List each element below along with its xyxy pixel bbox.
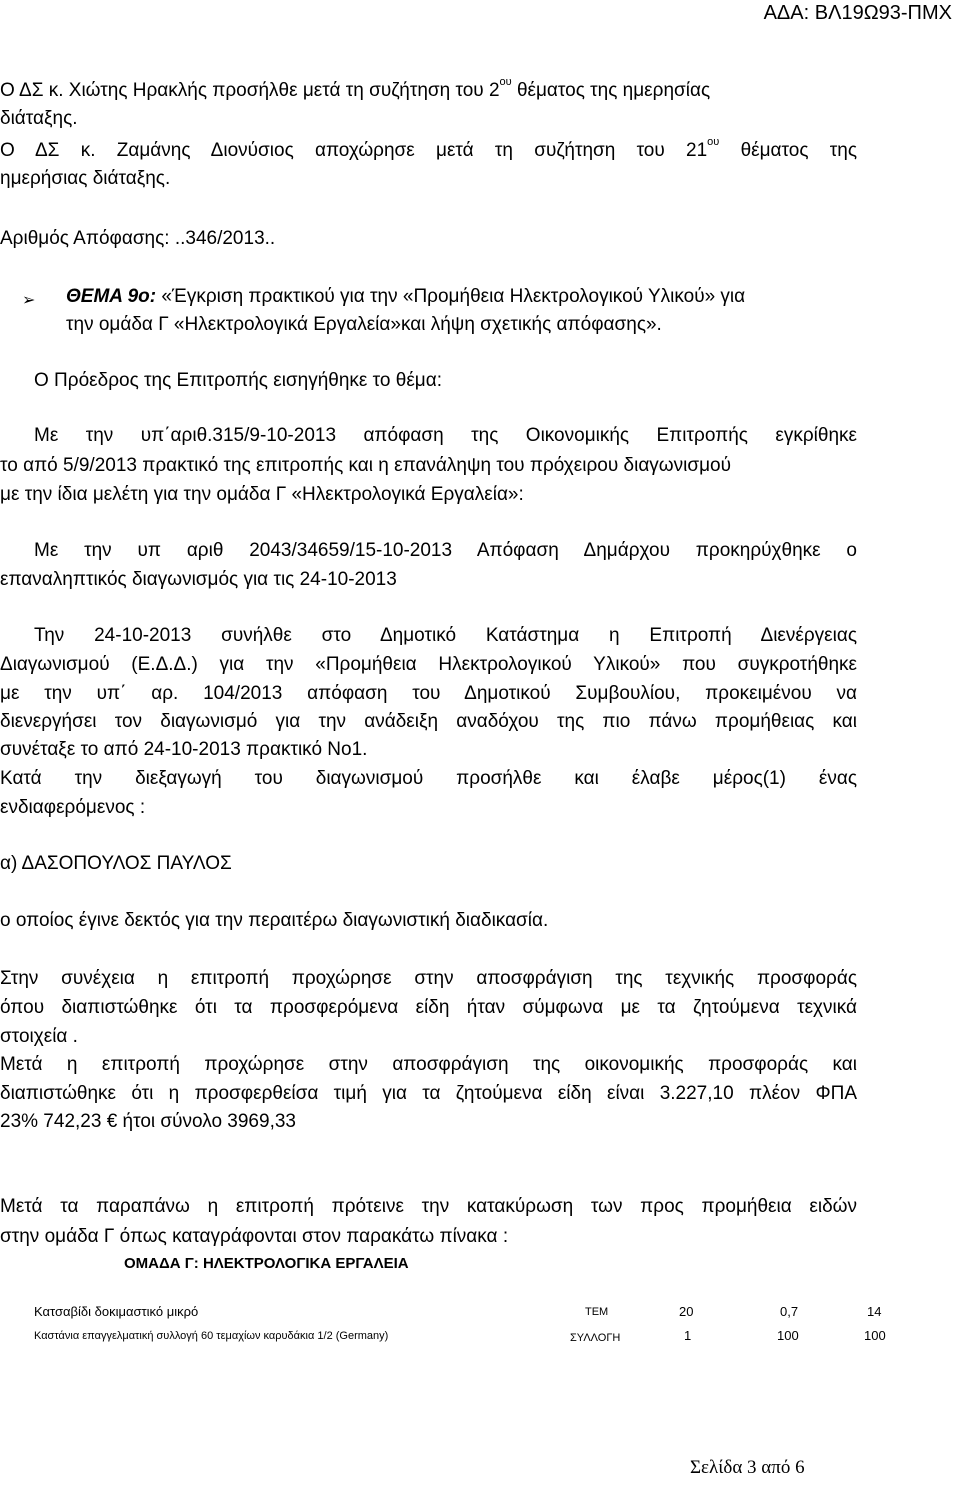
para10-line-2: στην ομάδα Γ όπως καταγράφονται στον παρακάτω πίνακα :: [0, 1226, 509, 1247]
para3-line-2: επαναληπτικός διαγωνισμός για τις 24-10-2013: [0, 569, 397, 590]
para4-line-4: διενεργήσει τον διαγωνισμό για την ανάδειξη αναδόχου της πιο πάνω προμήθειας και: [0, 711, 857, 732]
decision-number: Αριθμός Απόφασης: ..346/2013..: [0, 228, 276, 249]
para9-line-1: Μετά η επιτροπή προχώρησε στην αποσφράγιση της οικονομικής προσφοράς και: [0, 1054, 857, 1075]
para9-line-3: 23% 742,23 € ήτοι σύνολο 3969,33: [0, 1111, 296, 1132]
topic-line-2: την ομάδα Γ «Ηλεκτρολογικά Εργαλεία»και λήψη σχετικής απόφασης».: [66, 314, 662, 335]
item-qty: 1: [684, 1328, 692, 1343]
para9-line-2: διαπιστώθηκε ότι η προσφερθείσα τιμή για τα ζητούμενα είδη είναι 3.227,10 πλέον ΦΠΑ: [0, 1083, 857, 1104]
item-name: Κατσαβίδι δοκιμαστικό μικρό: [34, 1304, 199, 1319]
para8-line-1: Στην συνέχεια η επιτροπή προχώρησε στην αποσφράγιση της τεχνικής προσφοράς: [0, 968, 857, 989]
table-title: ΟΜΑΔΑ Γ: ΗΛΕΚΤΡΟΛΟΓΙΚΑ ΕΡΓΑΛΕΙΑ: [124, 1255, 409, 1272]
para5-line-2: ενδιαφερόμενος :: [0, 797, 146, 818]
topic-label: ΘΕΜΑ 9ο:: [66, 286, 157, 307]
para2-line-2: το από 5/9/2013 πρακτικό της επιτροπής και η επανάληψη του πρόχειρου διαγωνισμού: [0, 455, 731, 476]
item-unit: ΣΥΛΛΟΓΗ: [570, 1332, 621, 1344]
para8-line-2: όπου διαπιστώθηκε ότι τα προσφερόμενα είδη ήταν σύμφωνα με τα ζητούμενα τεχνικά: [0, 997, 857, 1018]
accepted-line: ο οποίος έγινε δεκτός για την περαιτέρω διαγωνιστική διαδικασία.: [0, 910, 549, 931]
para4-line-5: συνέταξε το από 24-10-2013 πρακτικό Νο1.: [0, 739, 368, 760]
item-total: 14: [867, 1304, 882, 1319]
para2-line-3: με την ίδια μελέτη για την ομάδα Γ «Ηλεκτρολογικά Εργαλεία»:: [0, 484, 524, 505]
bidder-name: α) ΔΑΣΟΠΟΥΛΟΣ ΠΑΥΛΟΣ: [0, 853, 232, 874]
para5-line-1: Κατά την διεξαγωγή του διαγωνισμού προσήλθε και έλαβε μέρος(1) ένας: [0, 768, 857, 789]
item-name: Καστάνια επαγγελματική συλλογή 60 τεμαχίων καρυδάκια 1/2 (Germany): [34, 1330, 389, 1342]
page-number: Σελίδα 3 από 6: [690, 1457, 805, 1478]
intro-line-3: Ο ΔΣ κ. Ζαμάνης Διονύσιος αποχώρησε μετά τη συζήτηση του $21^{o\upsilon}$ θέματος της: [0, 136, 857, 161]
chairman-intro: Ο Πρόεδρος της Επιτροπής εισηγήθηκε το θέμα:: [34, 370, 443, 391]
para4-line-2: Διαγωνισμού (Ε.Δ.Δ.) για την «Προμήθεια Ηλεκτρολογικού Υλικού» που συγκροτήθηκε: [0, 654, 857, 675]
item-price: 0,7: [780, 1304, 799, 1319]
para3-line-1: Με την υπ αριθ 2043/34659/15-10-2013 Απόφαση Δημάρχου προκηρύχθηκε ο: [34, 540, 857, 561]
para4-line-3: με την υπ΄ αρ. 104/2013 απόφαση του Δημοτικού Συμβουλίου, προκειμένου να: [0, 683, 857, 704]
item-price: 100: [777, 1328, 799, 1343]
para4-line-1: Την 24-10-2013 συνήλθε στο Δημοτικό Κατάστημα η Επιτροπή Διενέργειας: [34, 625, 857, 646]
intro-line-4: ημερήσιας διάταξης.: [0, 168, 171, 189]
para8-line-3: στοιχεία .: [0, 1026, 78, 1047]
para2-line-1: Με την υπ΄αριθ.315/9-10-2013 απόφαση της Οικονομικής Επιτροπής εγκρίθηκε: [34, 425, 857, 446]
item-unit: ΤΕΜ: [585, 1306, 609, 1318]
item-qty: 20: [679, 1304, 694, 1319]
intro-line-2: διάταξης.: [0, 108, 78, 129]
intro-line-1: Ο ΔΣ κ. Χιώτης Ηρακλής προσήλθε μετά τη συζήτηση του $2^{o\upsilon}$ θέματος της ημερησίας: [0, 76, 711, 101]
item-total: 100: [864, 1328, 886, 1343]
ada-code: ΑΔΑ: ΒΛ19Ω93-ΠΜΧ: [763, 2, 952, 24]
topic-line-1: ΘΕΜΑ 9ο: «Έγκριση πρακτικού για την «Προμήθεια Ηλεκτρολογικού Υλικού» για: [66, 286, 746, 307]
para10-line-1: Μετά τα παραπάνω η επιτροπή πρότεινε την κατακύρωση των προς προμήθεια ειδών: [0, 1196, 857, 1217]
arrow-bullet-icon: ➢: [22, 292, 36, 309]
